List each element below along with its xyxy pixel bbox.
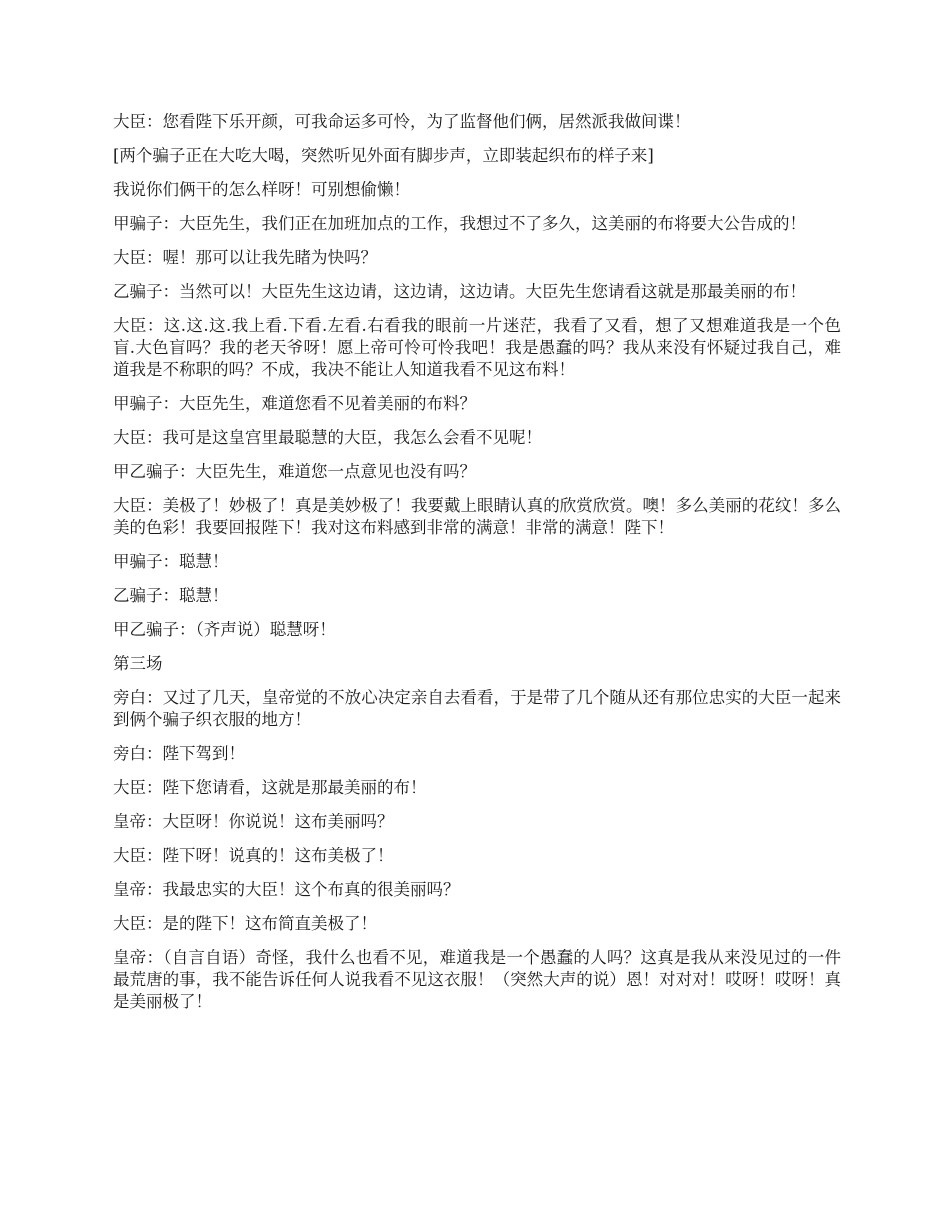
paragraph: 乙骗子：当然可以！大臣先生这边请，这边请，这边请。大臣先生您请看这就是那最美丽的布！ [113,282,806,301]
paragraph: 大臣：陛下您请看，这就是那最美丽的布！ [113,778,427,797]
paragraph: 大臣：这.这.这.我上看.下看.左看.右看我的眼前一片迷茫，我看了又看，想了又想难道我是一个色盲.大色盲吗？我的老天爷呀！愿上帝可怜可怜我吧！我是愚蠢的吗？我从来没有怀疑过我自己，难道我是不称职的吗？不成，我决不能让人知道我看不见这布料！ [113,316,841,379]
paragraph: 旁白：又过了几天，皇帝觉的不放心决定亲自去看看，于是带了几个随从还有那位忠实的大臣一起来到俩个骗子织衣服的地方！ [113,688,841,729]
paragraph: 大臣：陛下呀！说真的！这布美极了！ [113,846,394,865]
paragraph: 皇帝：大臣呀！你说说！这布美丽吗？ [113,812,394,831]
paragraph: 大臣：您看陛下乐开颜，可我命运多可怜，为了监督他们俩，居然派我做间谍！ [113,112,691,131]
paragraph: 我说你们俩干的怎么样呀！可别想偷懒！ [113,180,410,199]
paragraph: 甲骗子：大臣先生，我们正在加班加点的工作，我想过不了多久，这美丽的布将要大公告成的！ [113,214,806,233]
paragraph: 大臣：我可是这皇宫里最聪慧的大臣，我怎么会看不见呢！ [113,428,542,447]
paragraph: 甲骗子：聪慧！ [113,552,229,571]
paragraph: 皇帝：我最忠实的大臣！这个布真的很美丽吗？ [113,880,460,899]
paragraph: 大臣：美极了！妙极了！真是美妙极了！我要戴上眼睛认真的欣赏欣赏。噢！多么美丽的花纹！多么美的色彩！我要回报陛下！我对这布料感到非常的满意！非常的满意！陛下！ [113,496,841,537]
paragraph: 甲乙骗子：大臣先生，难道您一点意见也没有吗？ [113,462,476,481]
scene-heading: 第三场 [113,654,163,673]
paragraph: 乙骗子：聪慧！ [113,586,229,605]
paragraph: 大臣：喔！那可以让我先睹为快吗？ [113,248,377,267]
paragraph: 甲乙骗子：（齐声说）聪慧呀！ [113,620,336,639]
paragraph: 皇帝：（自言自语）奇怪，我什么也看不见，难道我是一个愚蠢的人吗？这真是我从来没见过的一件最荒唐的事，我不能告诉任何人说我看不见这衣服！（突然大声的说）恩！对对对！哎呀！哎呀！真是美丽极了！ [113,948,841,1011]
paragraph: 大臣：是的陛下！这布简直美极了！ [113,914,377,933]
paragraph: [两个骗子正在大吃大喝，突然听见外面有脚步声，立即装起织布的样子来] [113,146,654,165]
paragraph: 旁白：陛下驾到！ [113,744,245,763]
document-body [113,111,841,1025]
paragraph: 甲骗子：大臣先生，难道您看不见着美丽的布料？ [113,394,476,413]
